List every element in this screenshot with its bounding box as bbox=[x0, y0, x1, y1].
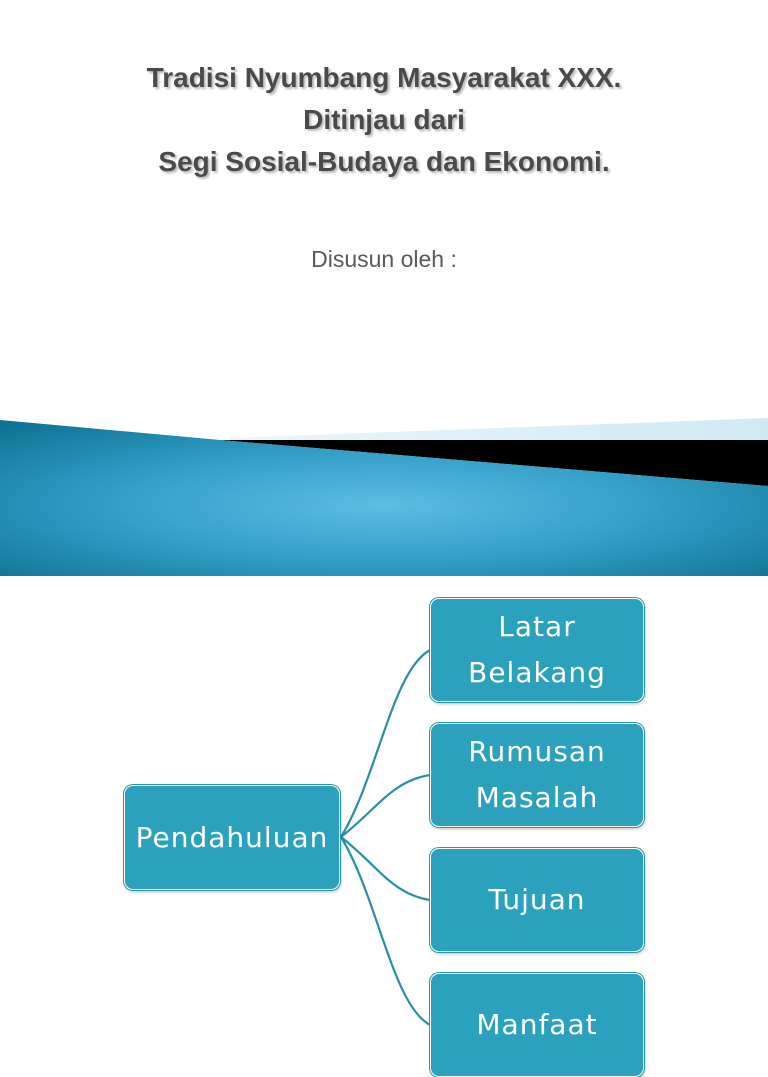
diagram-node-label: Pendahuluan bbox=[135, 820, 329, 854]
decorative-wave-band bbox=[0, 410, 768, 576]
diagram-node-root[interactable] bbox=[124, 785, 340, 890]
slide-title-line-1: Tradisi Nyumbang Masyarakat XXX. bbox=[146, 62, 622, 93]
connector-line bbox=[341, 837, 430, 1025]
diagram-node-label: Rumusan Masalah bbox=[468, 735, 606, 814]
diagram-node-label: Latar Belakang bbox=[468, 610, 606, 689]
slide-title-line-3: Segi Sosial-Budaya dan Ekonomi. bbox=[158, 146, 610, 177]
diagram-node-child[interactable] bbox=[430, 848, 644, 952]
content-slide[interactable] bbox=[0, 576, 768, 1041]
diagram-node-child[interactable] bbox=[430, 723, 644, 827]
connector-line bbox=[341, 650, 430, 837]
slide-title-line-2: Ditinjau dari bbox=[303, 104, 465, 135]
diagram-connectors bbox=[0, 576, 768, 1024]
diagram-node-label: Tujuan bbox=[488, 883, 586, 916]
diagram-node-label: Manfaat bbox=[476, 1008, 598, 1041]
diagram-node-child[interactable] bbox=[430, 973, 644, 1077]
slide-subtitle: Disusun oleh : bbox=[311, 246, 457, 272]
diagram-node-child[interactable] bbox=[430, 598, 644, 702]
